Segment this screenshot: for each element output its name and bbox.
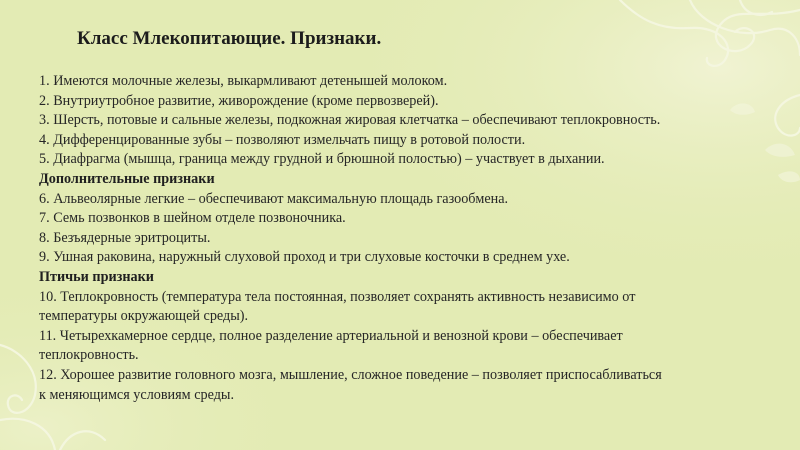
list-item: 2. Внутриутробное развитие, живорождение (кроме первозверей).	[39, 92, 439, 109]
list-item: 1. Имеются молочные железы, выкармливают детенышей молоком.	[39, 73, 448, 89]
list-item: 7. Семь позвонков в шейном отделе позвоночника.	[39, 210, 346, 227]
list-item: 8. Безъядерные эритроциты.	[39, 229, 211, 246]
slide-body	[39, 72, 779, 405]
list-item: 3. Шерсть, потовые и сальные железы, подкожная жировая клетчатка – обеспечивают теплокровность.	[39, 112, 661, 129]
list-item: 4. Дифференцированные зубы – позволяют измельчать пищу в ротовой полости.	[39, 131, 526, 148]
list-item: 11. Четырехкамерное сердце, полное разделение артериальной и венозной крови – обеспечивает	[39, 327, 623, 344]
list-item: теплокровность.	[39, 347, 139, 364]
list-item: 6. Альвеолярные легкие – обеспечивают максимальную площадь газообмена.	[39, 190, 509, 207]
list-item: к меняющимся условиям среды.	[39, 386, 235, 403]
list-item: температуры окружающей среды).	[39, 308, 249, 325]
list-item: 9. Ушная раковина, наружный слуховой проход и три слуховые косточки в среднем ухе.	[39, 249, 570, 266]
list-item: 5. Диафрагма (мышца, граница между грудной и брюшной полостью) – участвует в дыхании.	[39, 151, 605, 168]
list-item: 10. Теплокровность (температура тела постоянная, позволяет сохранять активность независимо от	[39, 288, 636, 305]
section-heading: Дополнительные признаки	[39, 170, 215, 187]
section-heading: Птичьи признаки	[39, 268, 154, 285]
slide-title: Класс Млекопитающие. Признаки.	[77, 28, 382, 49]
list-item: 12. Хорошее развитие головного мозга, мышление, сложное поведение – позволяет приспосабливаться	[39, 366, 662, 383]
